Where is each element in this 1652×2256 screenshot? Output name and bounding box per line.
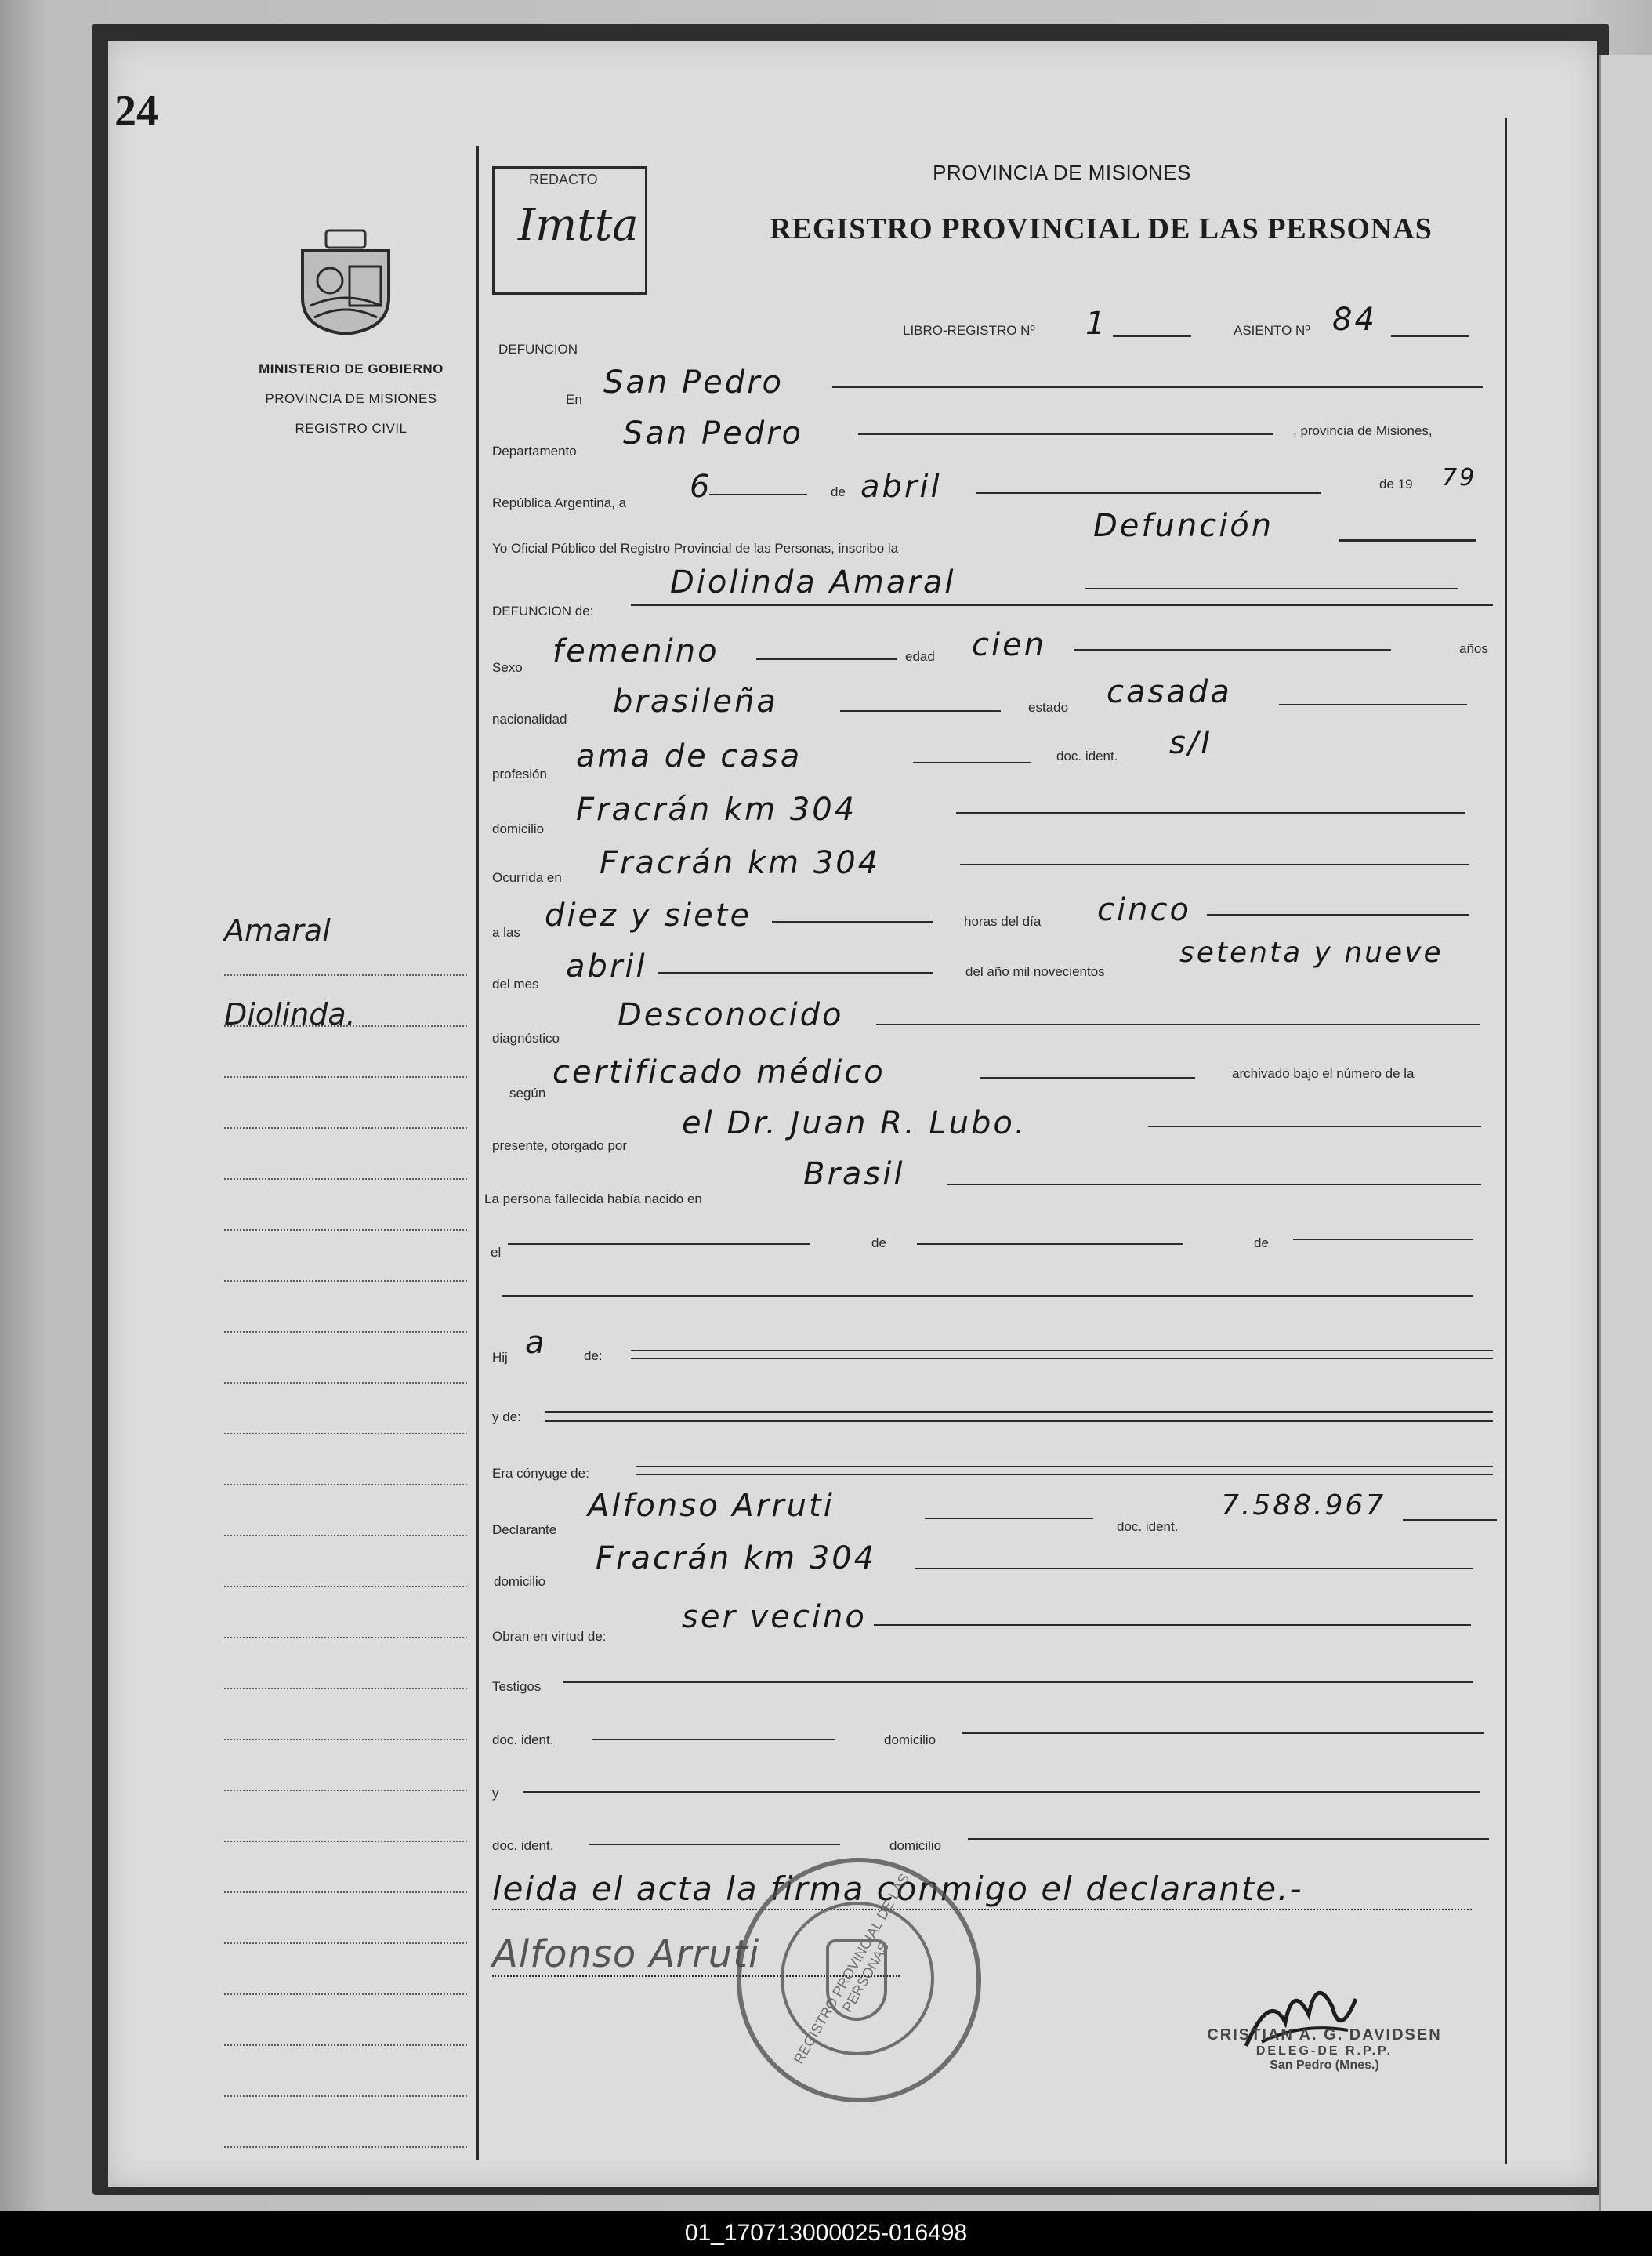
margin-given-name: Diolinda. [224, 997, 356, 1032]
de-line-2 [917, 1243, 1183, 1245]
declarante-doc-label: doc. ident. [1117, 1519, 1179, 1534]
segun-label: según [509, 1086, 546, 1101]
asiento-value: 84 [1332, 302, 1377, 338]
domicilio-line [956, 812, 1465, 814]
presente-value: el Dr. Juan R. Lubo. [682, 1105, 1027, 1141]
nacido-value: Brasil [803, 1156, 905, 1192]
blank-line [502, 1295, 1473, 1297]
right-border-rule [1505, 118, 1507, 2164]
testigos-label: Testigos [492, 1679, 542, 1694]
mes-value: abril [566, 948, 647, 985]
ministry-block [234, 354, 469, 444]
officer-title: DELEG-DE R.P.P. [1255, 2044, 1393, 2058]
inscribo-value: Defunción [1093, 508, 1274, 544]
day-line [709, 494, 807, 495]
year-value: 79 [1442, 464, 1477, 491]
declarante-doc-line [1403, 1519, 1497, 1521]
de-label-3: de [1254, 1235, 1269, 1250]
de-label-2: de [871, 1235, 886, 1250]
de-line-3 [1293, 1239, 1473, 1240]
declarante-dom-label: domicilio [494, 1574, 546, 1589]
departamento-label: Departamento [492, 444, 577, 459]
a-las-label: a las [492, 925, 520, 940]
asiento-line [1391, 335, 1469, 337]
estado-label: estado [1028, 700, 1069, 715]
coat-of-arms-icon [295, 227, 397, 337]
conyuge-line [636, 1466, 1493, 1467]
testigos-line [563, 1681, 1473, 1683]
profesion-line [913, 762, 1031, 763]
ministry-registry: REGISTRO CIVIL [295, 421, 408, 436]
profesion-value: ama de casa [576, 738, 802, 774]
y-de-line [545, 1411, 1493, 1413]
year-label: de 19 [1379, 477, 1413, 491]
libro-label: LIBRO-REGISTRO Nº [903, 323, 1035, 338]
month-line [976, 492, 1321, 494]
day-value: 6 [690, 469, 712, 505]
declarante-dom-line [915, 1568, 1473, 1569]
ministry-province: PROVINCIA DE MISIONES [265, 391, 437, 406]
t-doc-line [592, 1739, 835, 1740]
departamento-value: San Pedro [623, 415, 804, 452]
officer-place: San Pedro (Mnes.) [1270, 2058, 1379, 2072]
month-value: abril [860, 469, 942, 505]
declarante-dom-value: Fracrán km 304 [596, 1540, 877, 1576]
stamp-ring-text: REGISTRO PROVINCIAL DE LAS PERSONAS [790, 1870, 913, 2067]
estado-line [1279, 704, 1467, 705]
ocurrida-line [960, 864, 1469, 865]
redacto-label: REDACTO [529, 172, 598, 187]
officer-name: CRISTIAN A. G. DAVIDSEN [1207, 2026, 1442, 2044]
closing-line [492, 1909, 1472, 1910]
dia-value: cinco [1097, 892, 1191, 928]
diagnostico-line [876, 1024, 1480, 1025]
deceased-name-line-2 [1085, 588, 1458, 589]
libro-value: 1 [1085, 306, 1108, 342]
domicilio-value: Fracrán km 304 [576, 792, 857, 828]
anio-value: setenta y nueve [1179, 937, 1444, 969]
margin-surname: Amaral [224, 913, 331, 948]
defuncion-de-label: DEFUNCION de: [492, 604, 594, 618]
sexo-line [756, 658, 897, 660]
hij-de-label: de: [584, 1348, 603, 1363]
deceased-name-line [631, 604, 1493, 606]
y-de-line-b [545, 1420, 1493, 1422]
nacionalidad-value: brasileña [613, 684, 778, 720]
conyuge-line-b [636, 1474, 1493, 1475]
provincia-suffix: , provincia de Misiones, [1293, 423, 1433, 438]
anio-label: del año mil novecientos [965, 964, 1105, 979]
segun-line [980, 1077, 1195, 1079]
oficial-label: Yo Oficial Público del Registro Provincial de las Personas, inscribo la [492, 541, 899, 556]
segun-value: certificado médico [552, 1054, 886, 1090]
dia-line [1207, 914, 1469, 916]
edad-label: edad [905, 649, 935, 664]
departamento-line [858, 433, 1273, 435]
archivado-label: archivado bajo el número de la [1232, 1066, 1415, 1081]
redacto-stamp [492, 166, 647, 295]
republica-label: República Argentina, a [492, 495, 627, 510]
conyuge-label: Era cónyuge de: [492, 1466, 589, 1481]
declarante-value: Alfonso Arruti [588, 1488, 835, 1524]
y-de-label: y de: [492, 1409, 521, 1424]
el-label: el [491, 1245, 502, 1260]
obran-label: Obran en virtud de: [492, 1629, 607, 1644]
t2-doc-line [589, 1844, 840, 1845]
hij-value: a [525, 1325, 547, 1361]
presente-line [1148, 1126, 1481, 1127]
obran-line [874, 1624, 1471, 1626]
ocurrida-value: Fracrán km 304 [600, 845, 881, 881]
t2-dom-label: domicilio [889, 1838, 942, 1853]
libro-line [1113, 335, 1191, 337]
presente-label: presente, otorgado por [492, 1138, 628, 1153]
deceased-name: Diolinda Amaral [670, 564, 956, 600]
horas-value: diez y siete [545, 898, 752, 934]
redacto-initials: Imtta [518, 200, 639, 251]
doc-ident-value: s/I [1169, 725, 1213, 761]
asiento-label: ASIENTO Nº [1234, 323, 1310, 338]
t-dom-line [962, 1732, 1484, 1734]
hij-line [631, 1350, 1493, 1351]
del-mes-label: del mes [492, 977, 539, 992]
t-doc-label: doc. ident. [492, 1732, 554, 1747]
nacionalidad-line [840, 710, 1001, 712]
declarante-label: Declarante [492, 1522, 557, 1537]
y-line [523, 1791, 1480, 1793]
edad-value: cien [972, 627, 1047, 663]
inscribo-line [1339, 539, 1476, 542]
officer-block [1176, 2026, 1473, 2073]
ocurrida-label: Ocurrida en [492, 870, 562, 885]
declarante-line [925, 1518, 1093, 1519]
horas-line [772, 921, 933, 923]
en-label: En [566, 392, 582, 407]
declarante-doc-value: 7.588.967 [1221, 1489, 1386, 1522]
margin-ruled-lines [224, 925, 467, 2148]
t2-dom-line [968, 1838, 1489, 1840]
column-divider [476, 146, 479, 2160]
horas-label: horas del día [964, 914, 1042, 929]
mes-line [658, 972, 933, 974]
hij-label: Hij [492, 1350, 508, 1365]
registry-heading: REGISTRO PROVINCIAL DE LAS PERSONAS [770, 212, 1433, 245]
el-line [508, 1243, 810, 1245]
closing-text: leida el acta la firma conmigo el declarante.- [492, 1870, 1303, 1908]
image-caption: 01_170713000025-016498 [0, 2211, 1652, 2256]
sexo-label: Sexo [492, 660, 523, 675]
en-line [832, 386, 1483, 388]
province-heading: PROVINCIA DE MISIONES [933, 161, 1191, 184]
edad-line [1074, 649, 1391, 651]
anos-label: años [1459, 641, 1488, 656]
defuncion-label: DEFUNCION [498, 342, 578, 357]
official-stamp [737, 1858, 981, 2102]
de-label: de [831, 484, 846, 499]
obran-value: ser vecino [682, 1599, 867, 1635]
diagnostico-value: Desconocido [618, 997, 844, 1033]
sexo-value: femenino [552, 633, 719, 669]
nacionalidad-label: nacionalidad [492, 712, 567, 727]
t-dom-label: domicilio [884, 1732, 936, 1747]
hij-line-b [631, 1358, 1493, 1359]
estado-value: casada [1107, 674, 1232, 710]
declarant-signature: Alfonso Arruti [492, 1932, 760, 1976]
diagnostico-label: diagnóstico [492, 1031, 560, 1046]
domicilio-label: domicilio [492, 822, 545, 836]
y-label: y [492, 1786, 499, 1801]
doc-ident-label: doc. ident. [1056, 749, 1118, 763]
facing-page-edge [1599, 55, 1652, 2211]
nacido-label: La persona fallecida había nacido en [484, 1191, 702, 1206]
profesion-label: profesión [492, 767, 547, 782]
en-value: San Pedro [603, 365, 784, 401]
t2-doc-label: doc. ident. [492, 1838, 554, 1853]
nacido-line [947, 1184, 1481, 1185]
folio-number: 24 [114, 87, 158, 136]
ministry-title: MINISTERIO DE GOBIERNO [259, 361, 444, 376]
